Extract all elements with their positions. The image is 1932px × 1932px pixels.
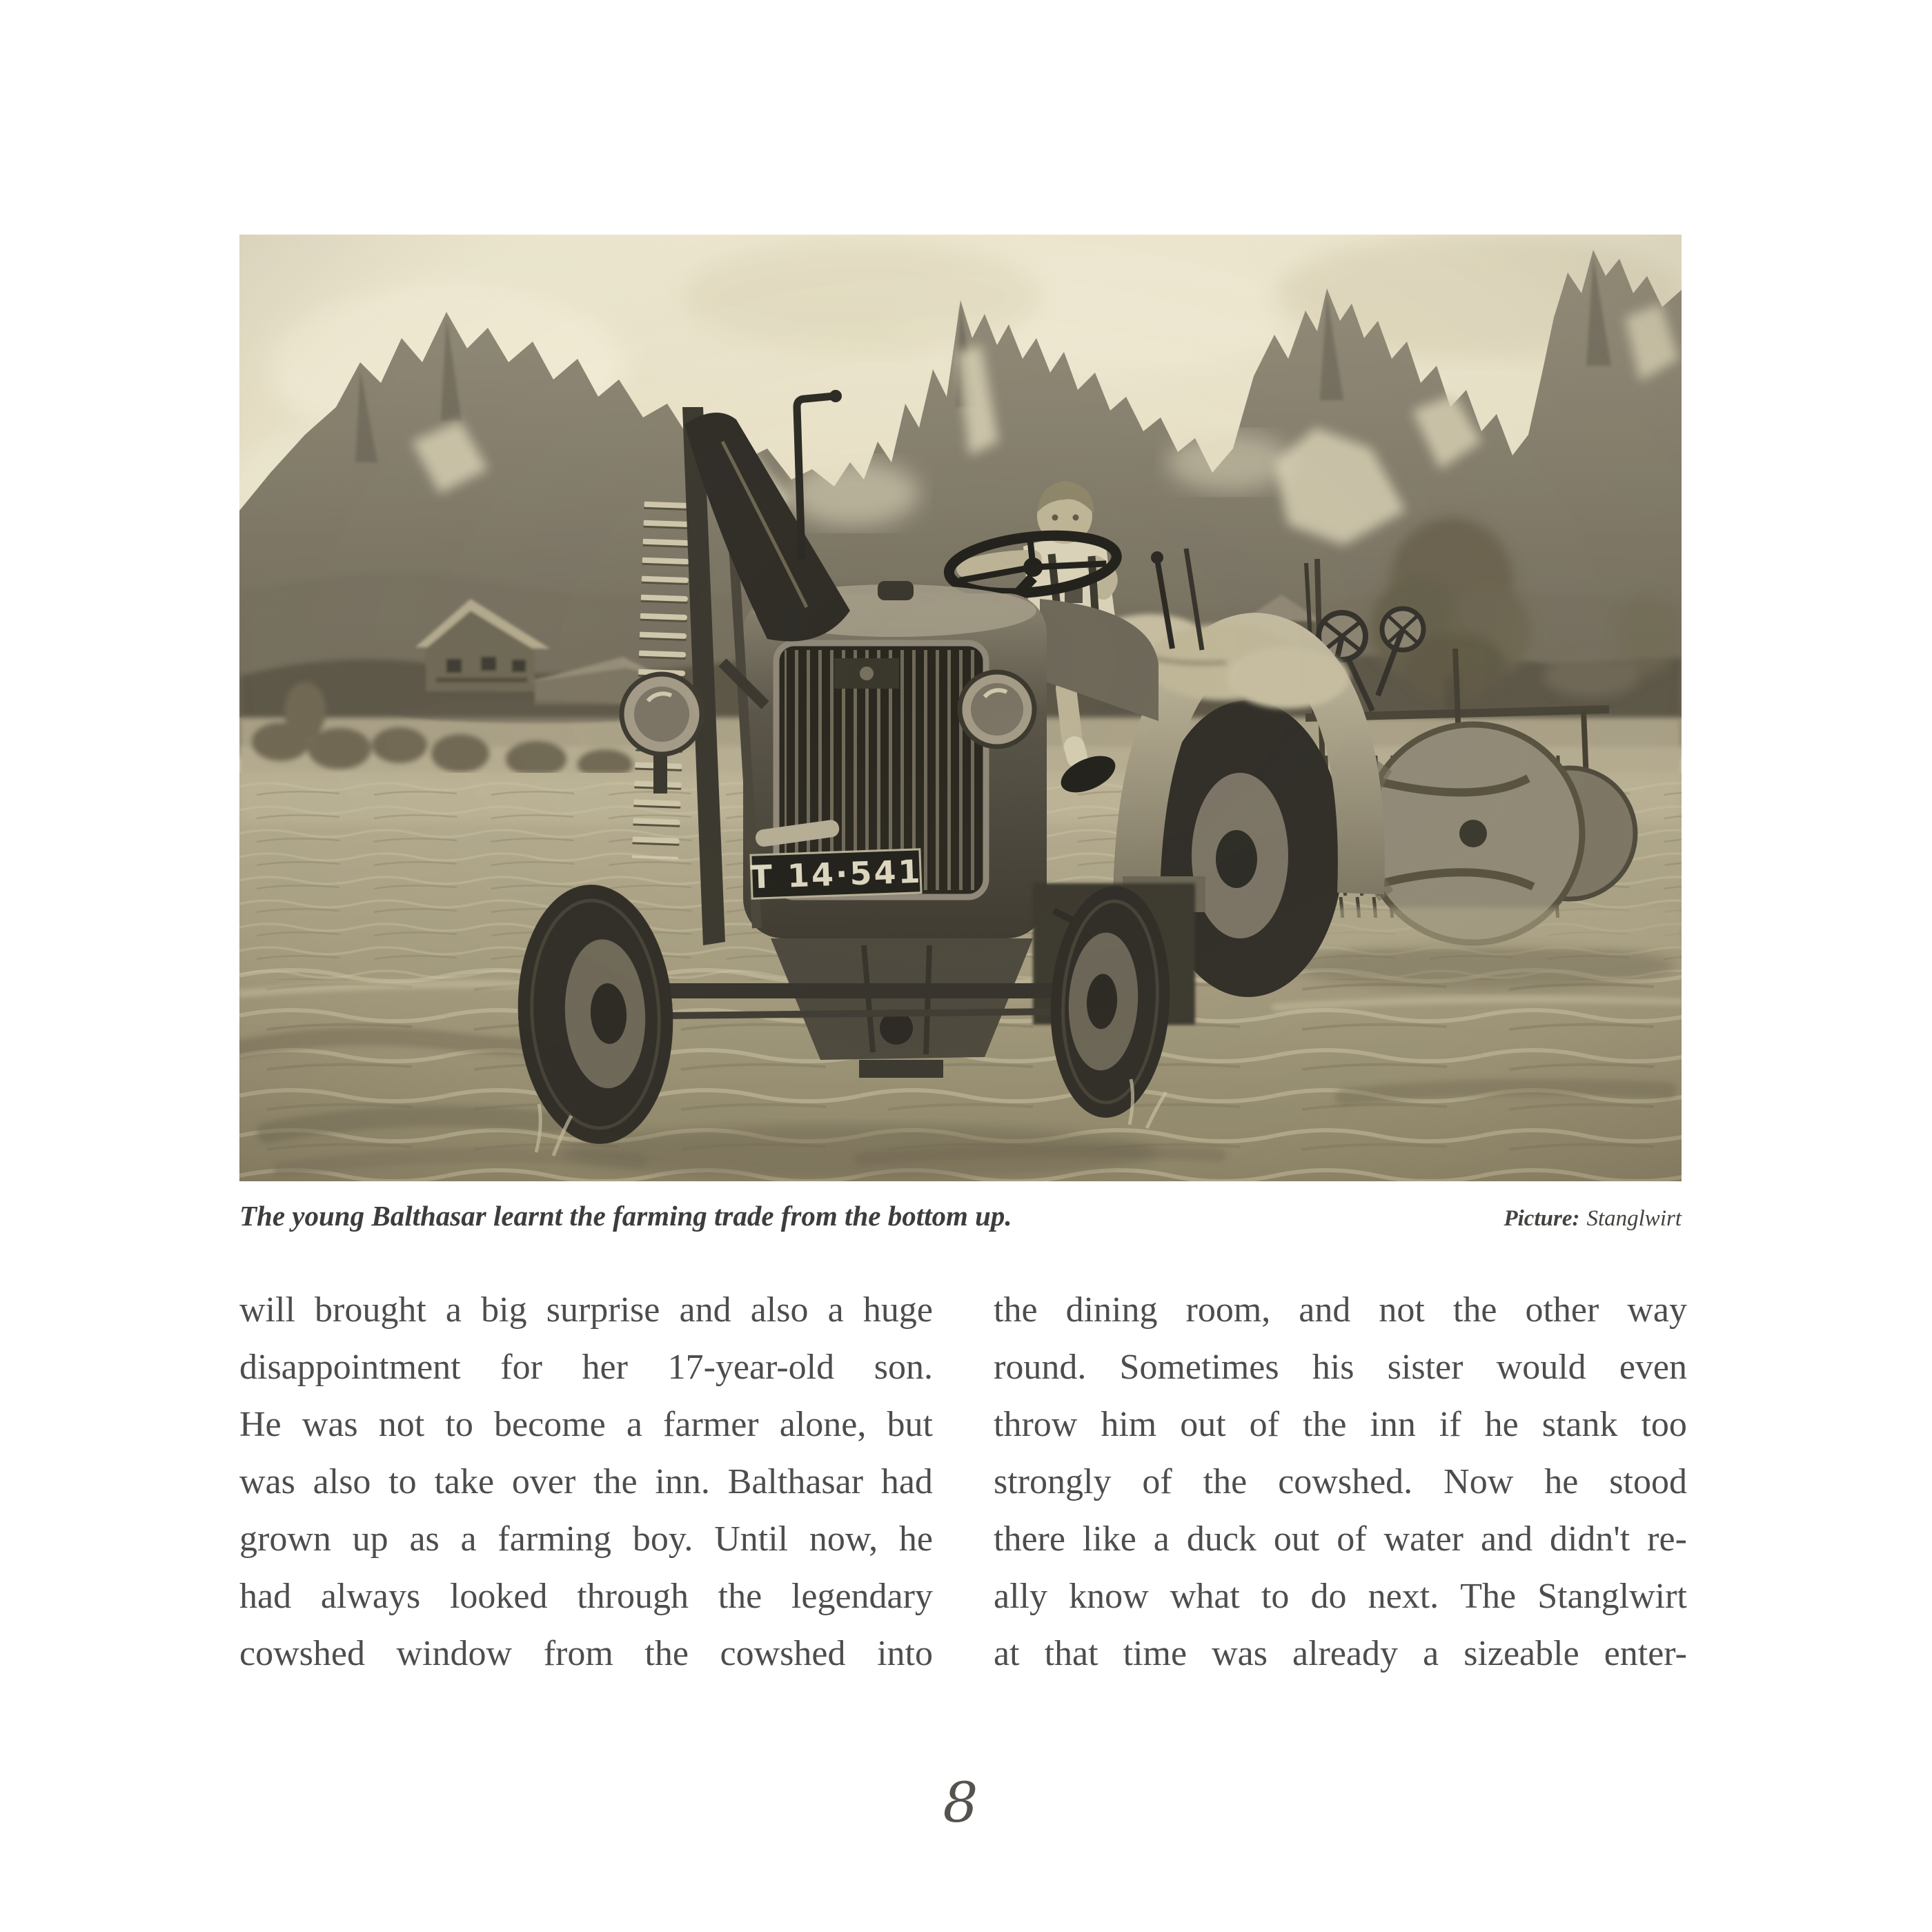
photo-illustration xyxy=(239,235,1682,1181)
photo-credit-value: Stanglwirt xyxy=(1586,1206,1682,1231)
text-line: there like a duck out of water and didn't re- xyxy=(994,1519,1687,1559)
photo-credit-label: Picture: xyxy=(1504,1206,1580,1231)
text-line: strongly of the cowshed. Now he stood xyxy=(994,1462,1687,1501)
photo-caption-row xyxy=(239,1199,1682,1232)
text-line: throw him out of the inn if he stank too xyxy=(994,1405,1687,1444)
text-line: He was not to become a farmer alone, but xyxy=(239,1405,933,1444)
right-column xyxy=(994,1275,1687,1676)
text-line: was also to take over the inn. Balthasar had xyxy=(239,1462,933,1501)
text-line: will brought a big surprise and also a huge xyxy=(239,1290,933,1330)
left-column xyxy=(239,1275,933,1676)
text-line: disappointment for her 17-year-old son. xyxy=(239,1348,933,1387)
photo-credit xyxy=(1504,1206,1682,1232)
text-line: cowshed window from the cowshed into xyxy=(239,1634,933,1673)
photo-boy-on-tractor xyxy=(239,235,1682,1181)
text-line: grown up as a farming boy. Until now, he xyxy=(239,1519,933,1559)
text-line: had always looked through the legendary xyxy=(239,1577,933,1616)
photo-vignette xyxy=(239,235,1682,1181)
body-text xyxy=(239,1275,1687,1676)
photo-caption: The young Balthasar learnt the farming trade from the bottom up. xyxy=(239,1200,1012,1232)
text-line: ally know what to do next. The Stanglwirt xyxy=(994,1577,1687,1616)
text-line: round. Sometimes his sister would even xyxy=(994,1348,1687,1387)
text-line: at that time was already a sizeable enter- xyxy=(994,1634,1687,1673)
page-number: 8 xyxy=(943,1771,978,1835)
text-line: the dining room, and not the other way xyxy=(994,1290,1687,1330)
